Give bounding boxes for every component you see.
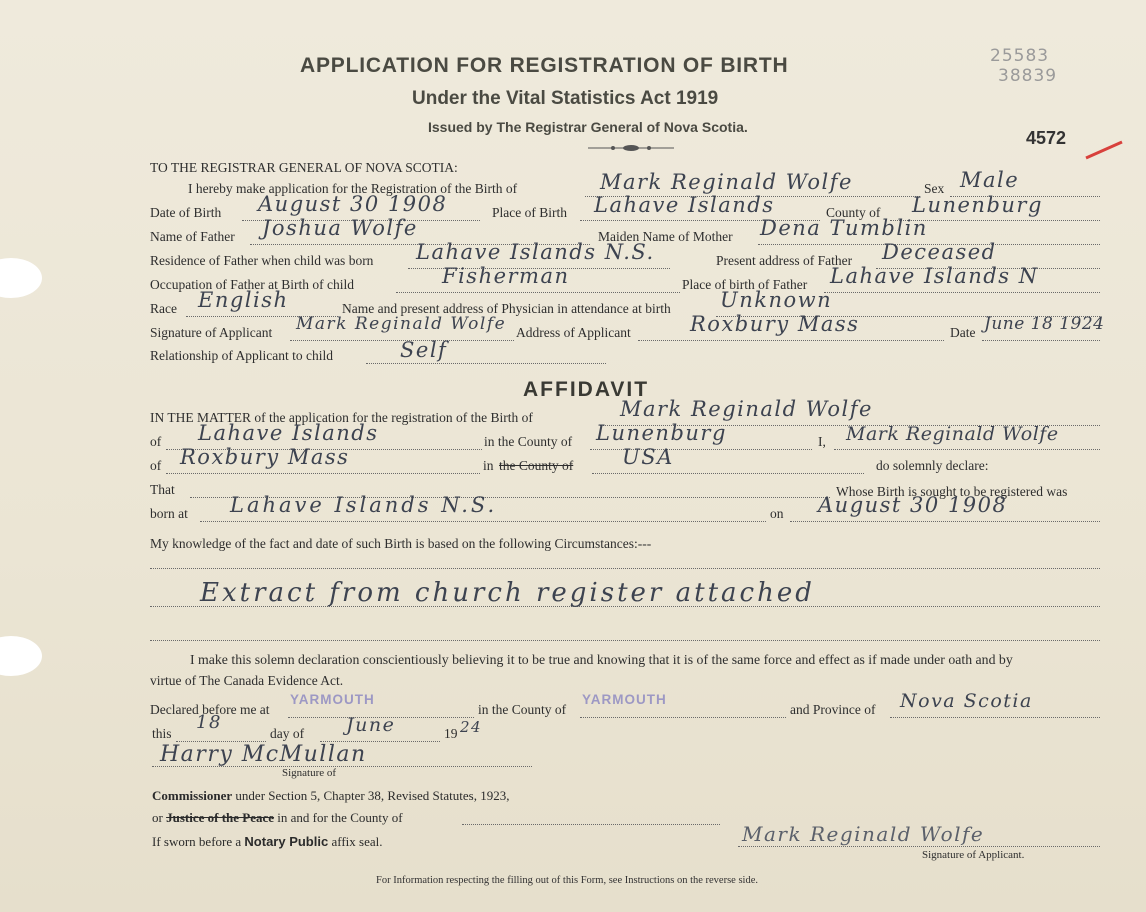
commissioner-signature: Harry McMullan — [160, 742, 367, 767]
label-place-of-birth-father: Place of birth of Father — [682, 277, 808, 292]
born-on-field[interactable]: August 30 1908 — [818, 493, 1008, 517]
father-occupation-field[interactable]: Fisherman — [442, 264, 570, 288]
dotted-line — [638, 340, 944, 341]
label-address-applicant: Address of Applicant — [516, 325, 631, 340]
form-subtitle: Under the Vital Statistics Act 1919 — [412, 88, 719, 109]
issued-by: Issued by The Registrar General of Nova Scotia. — [428, 119, 748, 135]
label-signature-of: Signature of — [282, 767, 337, 779]
label-of: of — [150, 434, 162, 449]
day-field[interactable]: 18 — [196, 712, 222, 733]
label-date: Date — [950, 325, 976, 340]
label-race: Race — [150, 301, 177, 316]
label-residence: Residence of Father when child was born — [150, 253, 374, 268]
applicant-address-field[interactable]: Roxbury Mass — [690, 312, 860, 336]
dotted-line — [150, 640, 1100, 641]
dotted-line — [738, 846, 1100, 847]
label-county-struck: the County of — [499, 458, 574, 473]
dotted-line — [396, 292, 680, 293]
label-present-address: Present address of Father — [716, 253, 853, 268]
label-whose-birth: Whose Birth is sought to be registered was — [836, 484, 1068, 499]
label-county: County of — [826, 205, 881, 220]
affidavit-child-name-field[interactable]: Mark Reginald Wolfe — [620, 397, 873, 421]
pencil-number: 38839 — [998, 66, 1058, 86]
label-physician: Name and present address of Physician in attendance at birth — [342, 301, 671, 316]
commissioner-title: Commissioner — [152, 788, 233, 803]
label-relationship: Relationship of Applicant to child — [150, 348, 333, 363]
footer-note: For Information respecting the filling out of this Form, see Instructions on the reverse side. — [376, 875, 759, 886]
label-signature-of-applicant: Signature of Applicant. — [922, 849, 1025, 861]
declared-at-stamp: YARMOUTH — [290, 692, 375, 707]
label-or: or — [152, 810, 163, 825]
dotted-line — [890, 717, 1100, 718]
label-occupation: Occupation of Father at Birth of child — [150, 277, 354, 292]
affidavit-county-field[interactable]: Lunenburg — [596, 421, 727, 445]
father-present-address-field[interactable]: Deceased — [882, 240, 997, 264]
solemn-declaration: I make this solemn declaration conscientiously believing it to be true and knowing that it is of the same force and effect as if made under oath and by — [190, 652, 1013, 667]
label-place-of-birth: Place of Birth — [492, 205, 567, 220]
dotted-line — [834, 449, 1100, 450]
label-that: That — [150, 482, 175, 497]
form-title: APPLICATION FOR REGISTRATION OF BIRTH — [300, 54, 789, 77]
father-birthplace-field[interactable]: Lahave Islands N — [830, 264, 1039, 288]
child-name-field[interactable]: Mark Reginald Wolfe — [600, 170, 853, 194]
mother-maiden-name-field[interactable]: Dena Tumblin — [760, 216, 928, 240]
label-declared: Declared before me at — [150, 702, 270, 717]
label-date-of-birth: Date of Birth — [150, 205, 222, 220]
label-name-of-father: Name of Father — [150, 229, 235, 244]
dotted-line — [152, 766, 532, 767]
date-of-birth-field[interactable]: August 30 1908 — [258, 192, 448, 216]
label-hereby: I hereby make application for the Registration of the Birth of — [188, 181, 518, 196]
label-affix-seal: affix seal. — [331, 834, 383, 849]
solemn-declaration-2: virtue of The Canada Evidence Act. — [150, 673, 344, 688]
dotted-line — [366, 363, 606, 364]
race-field[interactable]: English — [198, 288, 289, 312]
physician-field[interactable]: Unknown — [720, 288, 833, 312]
label-matter: IN THE MATTER of the application for the registration of the Birth of — [150, 410, 533, 425]
affidavit-title: AFFIDAVIT — [523, 378, 650, 401]
dotted-line — [200, 521, 766, 522]
notary-line — [152, 834, 382, 850]
label-maiden-name: Maiden Name of Mother — [598, 229, 733, 244]
affidavit-of-2-field[interactable]: Roxbury Mass — [180, 445, 350, 469]
red-check-mark — [1084, 140, 1124, 160]
label-in: in — [483, 458, 494, 473]
relationship-field[interactable]: Self — [400, 338, 448, 362]
applicant-signature-field[interactable]: Mark Reginald Wolfe — [296, 314, 507, 334]
date-field[interactable]: June 18 1924 — [984, 314, 1105, 334]
label-born-at: born at — [150, 506, 188, 521]
dotted-line — [462, 824, 720, 825]
sex-field[interactable]: Male — [960, 168, 1020, 192]
label-declare: do solemnly declare: — [876, 458, 989, 473]
affidavit-applicant-signature: Mark Reginald Wolfe — [742, 822, 985, 846]
justice-of-peace-struck: Justice of the Peace — [166, 810, 275, 825]
commissioner-line — [152, 788, 509, 804]
father-name-field[interactable]: Joshua Wolfe — [262, 216, 418, 240]
county-stamp: YARMOUTH — [582, 692, 667, 707]
father-residence-field[interactable]: Lahave Islands N.S. — [416, 240, 655, 264]
label-knowledge: My knowledge of the fact and date of such Birth is based on the following Circumstances:--- — [150, 536, 652, 551]
circumstances-field[interactable]: Extract from church register attached — [200, 578, 815, 608]
declarant-field[interactable]: Mark Reginald Wolfe — [846, 423, 1059, 445]
year-field[interactable]: 24 — [460, 718, 483, 736]
affidavit-county-2-field[interactable]: USA — [622, 445, 674, 469]
label-this: this — [152, 726, 172, 741]
punch-hole — [0, 636, 42, 676]
label-county: in the County of — [484, 434, 573, 449]
born-at-field[interactable]: Lahave Islands N.S. — [230, 493, 498, 517]
province-field[interactable]: Nova Scotia — [900, 690, 1033, 712]
dotted-line — [592, 473, 864, 474]
dotted-line — [982, 340, 1100, 341]
notary-public: Notary Public — [244, 834, 329, 849]
form-number: 4572 — [1026, 128, 1067, 148]
month-field[interactable]: June — [346, 714, 396, 736]
justice-line — [152, 810, 403, 826]
pencil-number: 25583 — [990, 46, 1050, 66]
label-province: and Province of — [790, 702, 876, 717]
county-field[interactable]: Lunenburg — [912, 193, 1043, 217]
label-signature: Signature of Applicant — [150, 325, 273, 340]
place-of-birth-field[interactable]: Lahave Islands — [594, 193, 775, 217]
label-county: in the County of — [478, 702, 567, 717]
label-year-prefix: 19 — [444, 726, 458, 741]
ornament-divider — [588, 143, 674, 153]
dotted-line — [580, 717, 786, 718]
affidavit-of-field[interactable]: Lahave Islands — [198, 421, 379, 445]
label-sex: Sex — [924, 181, 945, 196]
label-if-sworn: If sworn before a — [152, 834, 242, 849]
commissioner-statute: under Section 5, Chapter 38, Revised Statutes, 1923, — [235, 788, 510, 803]
punch-hole — [0, 258, 42, 298]
label-i: I, — [818, 434, 826, 449]
dotted-line — [824, 292, 1100, 293]
label-county-of: in and for the County of — [277, 810, 403, 825]
label-of: of — [150, 458, 162, 473]
to-registrar: TO THE REGISTRAR GENERAL OF NOVA SCOTIA: — [150, 160, 458, 175]
label-day-of: day of — [270, 726, 305, 741]
dotted-line — [166, 473, 480, 474]
dotted-line — [150, 568, 1100, 569]
dotted-line — [790, 521, 1100, 522]
label-on: on — [770, 506, 784, 521]
